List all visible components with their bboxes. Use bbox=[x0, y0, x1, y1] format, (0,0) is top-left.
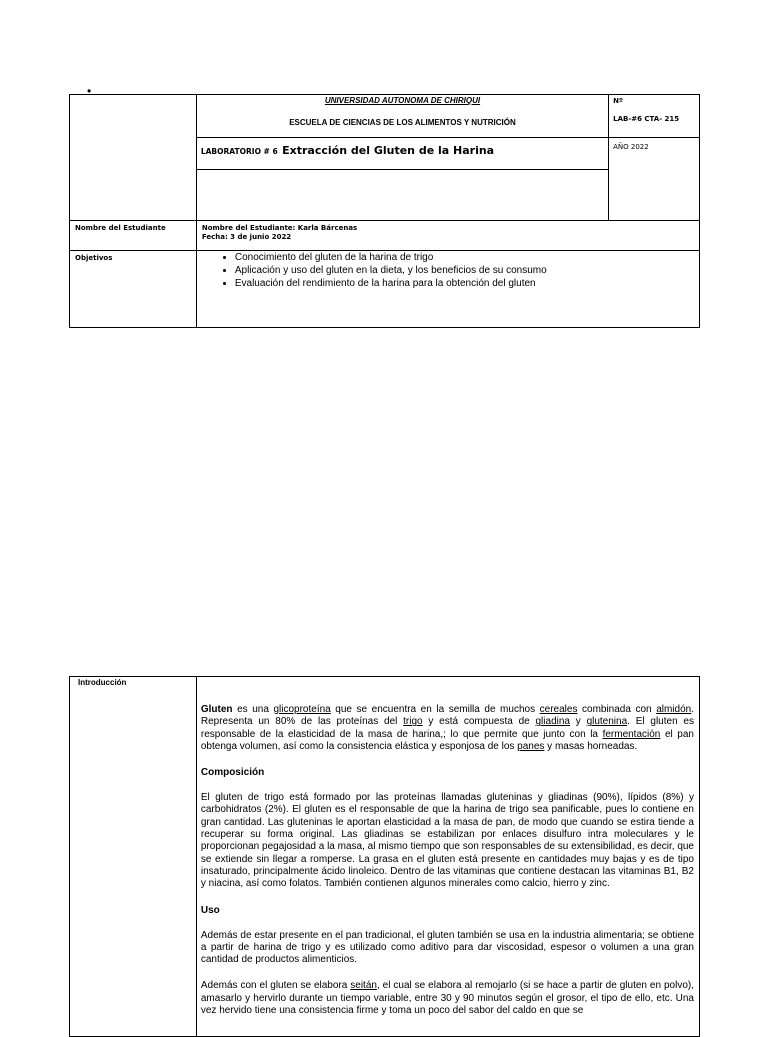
intro-label: Introducción bbox=[78, 678, 127, 687]
link-panes[interactable]: panes bbox=[517, 740, 545, 752]
objectives-label: Objetivos bbox=[75, 254, 113, 262]
school-name: ESCUELA DE CIENCIAS DE LOS ALIMENTOS Y NUTRICIÓN bbox=[289, 118, 516, 127]
code-cell bbox=[609, 95, 700, 138]
student-label-cell bbox=[70, 221, 197, 251]
link-gliadina[interactable]: gliadina bbox=[535, 716, 570, 728]
student-label: Nombre del Estudiante bbox=[75, 224, 166, 232]
blank-cell bbox=[196, 170, 608, 221]
intro-content-cell bbox=[196, 677, 699, 1037]
intro-label-cell bbox=[70, 677, 197, 1037]
link-almidon[interactable]: almidón bbox=[656, 704, 692, 715]
lab-code: LAB-#6 CTA- 215 bbox=[613, 115, 680, 123]
stray-bullet: • bbox=[87, 84, 92, 98]
objectives-label-cell bbox=[70, 251, 197, 328]
use-heading: Uso bbox=[200, 904, 220, 916]
objective-item: • Conocimiento del gluten de la harina de trigo bbox=[235, 251, 699, 264]
link-seitan[interactable]: seitán bbox=[350, 980, 377, 992]
student-name: Nombre del Estudiante: Karla Bárcenas bbox=[201, 224, 358, 232]
link-glutenina[interactable]: glutenina bbox=[586, 716, 628, 728]
use-paragraph: Además de estar presente en el pan tradicional, el gluten también se usa en la industria alimentaria; se obtiene a partir de harina de trigo y es utilizado como aditivo para dar viscosidad, espesor o volumen a una gran cantidad de productos alimenticios. bbox=[200, 929, 694, 966]
objectives-cell bbox=[196, 251, 699, 328]
link-trigo[interactable]: trigo bbox=[403, 716, 423, 728]
objective-item: • Evaluación del rendimiento de la harina para la obtención del gluten bbox=[235, 277, 699, 290]
lab-title-cell bbox=[196, 138, 608, 170]
institution-cell bbox=[196, 95, 608, 138]
intro-table bbox=[69, 676, 700, 1037]
seitan-paragraph: Además con el gluten se elabora seitán, el cual se elabora al remojarlo (si se hace a partir de gluten en polvo), amasarlo y hervirlo durante un tiempo variable, entre 30 y 90 minutos según el grosor, el tipo de ello, etc. Una vez hervido tiene una consistencia firme y toma un poco del sabor del caldo en que se bbox=[200, 980, 694, 1017]
logo-cell bbox=[70, 95, 197, 221]
composition-paragraph: El gluten de trigo está formado por las proteínas llamadas gluteninas y gliadinas (90%), lípidos (8%) y carbohidratos (2%). El gluten es el responsable de que la harina de trigo sea panificable, pues lo contiene en gran cantidad. Las gluteninas le aportan elasticidad a la masa de pan, de modo que cuando se estira tiende a recuperar su forma original. Las gliadinas se estabilizan por enlaces disulfuro intra moleculares y le proporcionan pegajosidad a la masa, al mismo tiempo que son responsables de su extensibilidad, es decir, que se extiende sin llegar a romperse. La grasa en el gluten está presente en cantidades muy bajas y es de tipo insaturado, principalmente ácido linoleico. Dentro de las vitaminas que contiene destacan las vitaminas B1, B2 y niacina, así como folatos. También contienen algunos minerales como calcio, hierro y zinc. bbox=[200, 792, 694, 890]
year-label: AÑO 2022 bbox=[613, 143, 649, 151]
number-label: Nº bbox=[613, 97, 623, 105]
objective-item: • Aplicación y uso del gluten en la dieta, y los beneficios de su consumo bbox=[235, 264, 699, 277]
lab-number: LABORATORIO # 6 bbox=[200, 147, 278, 156]
gluten-definition-paragraph: Gluten es una glicoproteína que se encuentra en la semilla de muchos cereales combinada con almidón. Representa un 80% de las proteínas del trigo y está compuesta de gliadina y glutenina. El gluten es responsable de la elasticidad de la masa de harina,; lo que permite que junto con la fermentación el pan obtenga volumen, así como la consistencia elástica y esponjosa de los panes y masas horneadas. bbox=[200, 704, 694, 752]
gluten-term: Gluten bbox=[200, 704, 233, 715]
student-info-cell bbox=[196, 221, 699, 251]
link-glicoproteina[interactable]: glicoproteína bbox=[273, 704, 331, 715]
university-name: UNIVERSIDAD AUTONOMA DE CHIRIQUI bbox=[324, 96, 481, 105]
lab-title: Extracción del Gluten de la Harina bbox=[282, 144, 495, 157]
link-fermentacion[interactable]: fermentación bbox=[602, 728, 661, 740]
objectives-list bbox=[197, 251, 699, 290]
header-table bbox=[69, 94, 700, 328]
composition-heading: Composición bbox=[200, 767, 265, 779]
report-date: Fecha: 3 de junio 2022 bbox=[201, 233, 292, 241]
year-cell bbox=[609, 138, 700, 221]
link-cereales[interactable]: cereales bbox=[539, 704, 578, 715]
